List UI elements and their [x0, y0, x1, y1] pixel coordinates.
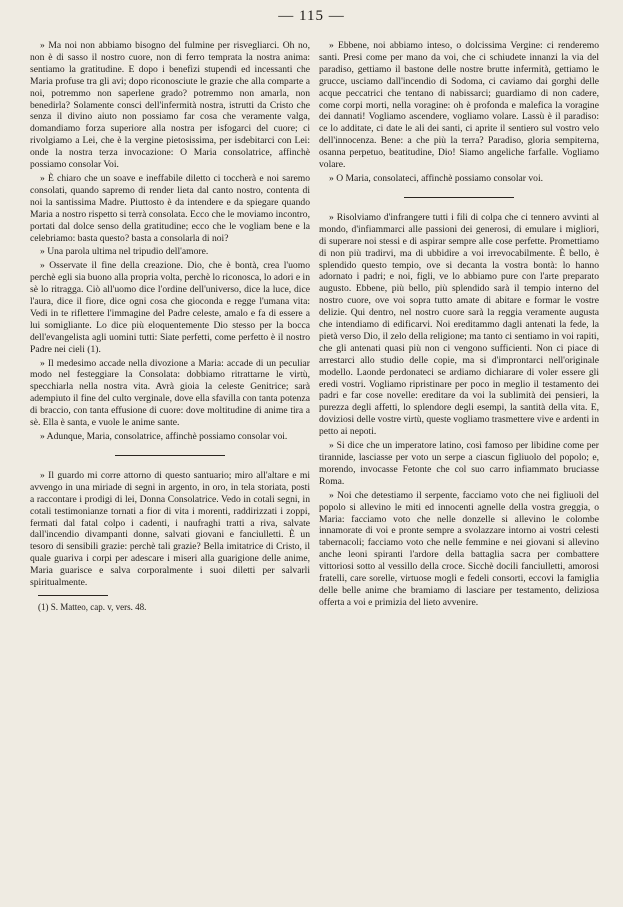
paragraph: » Una parola ultima nel tripudio dell'amore.	[40, 246, 209, 258]
paragraph: » Adunque, Maria, consolatrice, affinchè possiamo consolar voi.	[40, 431, 288, 442]
paragraph: » Ebbene, noi abbiamo inteso, o dolcissima Vergine: ci renderemo santi. Presi come per mano da voi, che ci schiudete innanzi la via del paradiso, gettiamo il bastone delle nostre brutte infermità, gettiamo le grucce, usciamo dall'incendio di Sodoma, ci caviamo dai gorghi delle acque peccatrici che tentano di nabissarci; guardiamo di non cadere, come corpi morti, nella voragine: oh è profonda e malefica la voragine dei dannati! Vogliamo ascendere, vogliamo volare. Lassù è il paradiso: ce lo additate, ci date le ali dei santi, ci aprite il sentiero sul vostro velo dell'innocenza. Bene: a che più la terra? Paradiso, gloria sempiterna, osanna perpetuo, beatitudine, Dio! Siamo angeliche farfalle. Vogliamo volare.	[319, 40, 599, 171]
paragraph: » È chiaro che un soave e ineffabile diletto ci toccherà e noi saremo consolati, quando sapremo di render lieta dal canto nostro, contenta di noi la santissima Madre. Piuttosto è da intendere e da spiegare quando Maria a nostro rispetto si terrà consolata. Ecco che le moviamo incontro, portati dal dolce senso della gratitudine; ecco che le vogliam bene e la celebriamo: basta questo? basta a consolarla di noi?	[30, 172, 310, 244]
paragraph: » Il guardo mi corre attorno di questo santuario; miro all'altare e mi avvengo in una miriade di segni in argento, in oro, in tela storiata, posti a raccontare i prodigi di lei, Donna Consolatrice. Vedo in cotali segni, in cotali testimonianze tornati a fior di vita i morenti, raddirizzati i zoppi, fermati dal fatal colpo i cadenti, i naufraghi tratti a riva, salvate dall'incendio divampanti donne, salvati giovani e fanciulletti. È un tesoro di sensibili grazie: perchè tali grazie? Bella imitatrice di Cristo, il quale guariva i corpi per adescare i miseri alla guarigione delle anime, Maria guarisce e salva corporalmente i suoi diletti per salvarli spiritualmente.	[30, 469, 310, 589]
paragraph: » Noi che detestiamo il serpente, facciamo voto che nei figliuoli del popolo si allevino le miti ed innocenti agnelle della vostra greggia, o Maria: facciamo voto che nelle donzelle si allevino le colombe innamorate di voi e pronte sempre a svolazzare intorno ai vostri celesti tabernacoli; facciamo voto che nelle femmine e nei giovani si allevino anche leoni spiranti l'ardore della battaglia sacra per combattere vittoriosi sotto al vessillo della croce. Sicchè docili fanciulletti, amorosi fratelli, care sorelle, virtuose mogli e fedeli consorti, eccovi la famiglia delle belle anime che bramiamo di lasciare per testamento, deliziosa offerta a voi e primizia del lieto avvenire.	[319, 489, 599, 608]
right-column	[319, 40, 599, 611]
footnote: (1) S. Matteo, cap. v, vers. 48.	[38, 601, 147, 612]
section-divider	[404, 197, 514, 198]
paragraph: » O Maria, consolateci, affinchè possiamo consolar voi.	[329, 172, 544, 184]
page-number: — 115 —	[278, 8, 345, 24]
footnote-rule	[38, 595, 108, 596]
paragraph: » Osservate il fine della creazione. Dio, che è bontà, crea l'uomo perchè egli sia buono alla propria volta, perchè lo riconosca, lo adori e in sè lo ritragga. Ciò all'uomo dice l'ordine dell'universo, dice la luce, dice l'aura, dice il fiore, dice ogni cosa che gioconda e regge l'umana vita: Vedi in te riflettere l'immagine del Padre celeste, amalo e fa di essere a lui somigliante. Lo dice più eloquentemente Dio stesso per la bocca dell'evangelista agli uomini tutti: Siate perfetti, come perfetto è il nostro Padre nei cieli (1).	[30, 260, 310, 355]
paragraph: » Il medesimo accade nella divozione a Maria: accade di un peculiar modo nel festeggiare la Consolata: dobbiamo ritrattarne le virtù, specchiarla nella nostra vita. Avrà gioia la celeste Genitrice; sarà adempiuto il fine del culto verginale, dove ella sfavilla con tanta potenza di braccio, con tanta effusione di cuore: dove moltitudine di anime tira a sè. Ella è santa, e vuole le anime sante.	[30, 357, 310, 429]
paragraph: » Ma noi non abbiamo bisogno del fulmine per risvegliarci. Oh no, non è di sasso il nostro cuore, non di ferro temprata la nostra anima: sentiamo la gratitudine. E dopo i benefizi stupendi ed incessanti che Maria profuse tra gli avi; dopo riconosciute le grazie che alla comparte a noi, potremmo non saperlene grado? potremmo non amarla, non benedirla? Solamente consci dell'infermità nostra, istrutti da Cristo che senza il divino aiuto non possiamo far cosa che veramente valga, domandiamo forza superiore alla nostra per isfogarci del cuore; ci rivolgiamo a Lei, che è la vergine pietosissima, per isdebitarci con Lei: onde la nostra terza invocazione: O Maria consolatrice, affinchè possiamo consolar Voi.	[30, 40, 310, 171]
left-column	[30, 40, 310, 613]
paragraph: » Si dice che un imperatore latino, così famoso per libidine come per tirannide, lasciasse per voto un serpe a ciascun figliuolo del popolo; e, morendo, invocasse Fetonte che col suo carro infiammato bruciasse Roma.	[319, 440, 599, 487]
section-divider	[115, 455, 225, 456]
paragraph: » Risolviamo d'infrangere tutti i fili di colpa che ci tennero avvinti al mondo, d'infiammarci alle passioni dei generosi, di emulare i migliori, di superare noi stessi e di aspirar sempre alle cose perfette. Promettiamo di non più tradirvi, ma di ubbidire a voi irrevocabilmente. È bello, è splendido questo tempio, ove si decanta la vostra bontà: lo hanno adornato i padri; e noi, figli, ve lo abbiamo pure con l'arte preparato augusto. Ebbene, più bello, più splendido sarà il tempio interno del nostro cuore, ove voi sopra tutto amate di abitare e formar le vostre delizie. Qui dentro, nel nostro cuore sarà la reggia veramente augusta che intendiamo di edificarvi. Noi ereditammo dagli antenati la fede, la pietà verso Dio, il zelo della religione; ma tanto ci sentiamo in voi rapiti, che gli antenati quasi più non ci vengono sufficienti. Non ci piace di arrestarci allo studio delle copie, ma si d'improntarci nell'originale modello. Laonde perdonateci se ardiamo dichiarare di voler essere gli eredi vostri. Vogliamo ripristinare per poco in meglio il testamento dei padri e far cose novelle: ereditare da voi la sublimità dei pensieri, la purezza degli affetti, lo splendore degli esempi, la santità della vita. E, doviziosi delle vostre virtù, queste vogliamo trasmettere vive e ardenti in petto ai nepoti.	[319, 211, 600, 438]
